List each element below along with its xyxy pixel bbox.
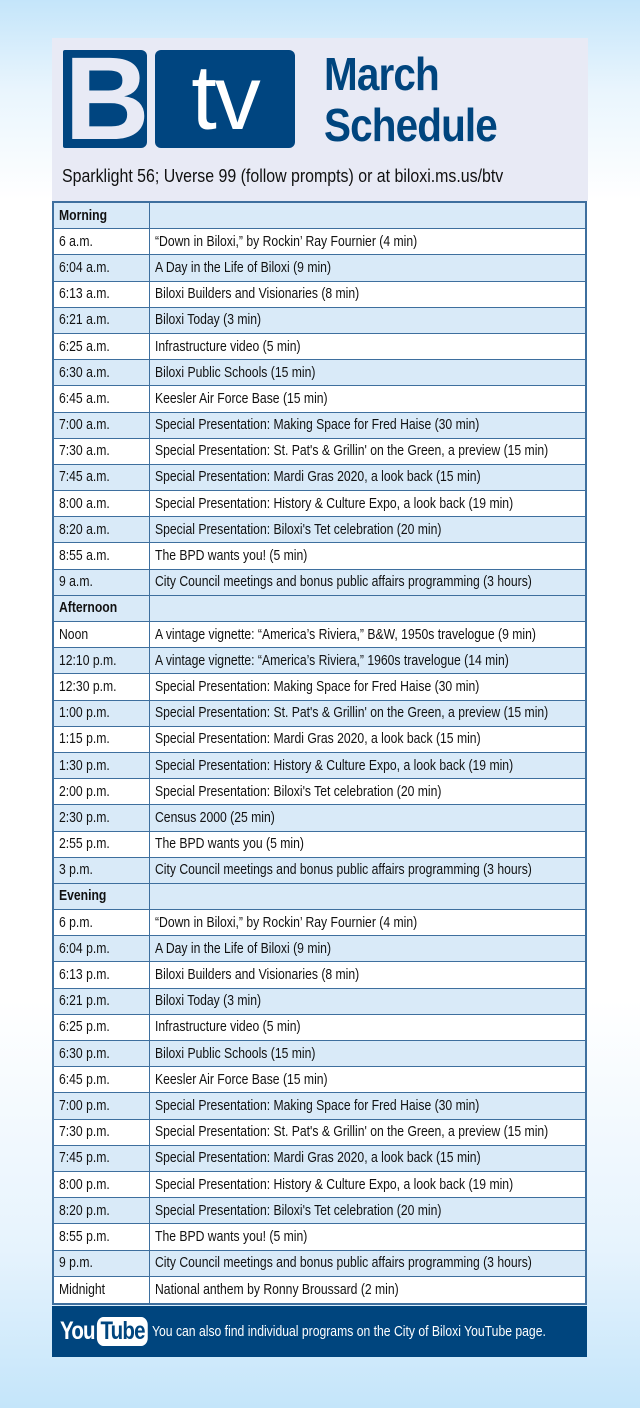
time-text: 6:04 p.m. xyxy=(59,940,110,957)
schedule-row xyxy=(54,1041,585,1067)
schedule-row xyxy=(54,465,585,491)
youtube-footer xyxy=(52,1306,587,1357)
schedule-row xyxy=(54,308,585,334)
program-text: Special Presentation: St. Pat's & Grillin' on the Green, a preview (15 min) xyxy=(155,1124,549,1141)
time-text: 1:00 p.m. xyxy=(59,705,110,722)
time-text: 3 p.m. xyxy=(59,862,93,879)
time-cell xyxy=(54,491,150,516)
program-text: Infrastructure video (5 min) xyxy=(155,338,301,355)
time-text: 8:20 p.m. xyxy=(59,1202,110,1219)
time-cell xyxy=(54,308,150,333)
program-cell xyxy=(150,465,585,490)
program-cell xyxy=(150,203,585,228)
program-cell xyxy=(150,1041,585,1066)
program-text: A Day in the Life of Biloxi (9 min) xyxy=(155,259,332,276)
time-text: Midnight xyxy=(59,1281,106,1298)
time-text: 6:04 a.m. xyxy=(59,259,110,276)
time-cell xyxy=(54,1067,150,1092)
schedule-row xyxy=(54,1015,585,1041)
program-text: City Council meetings and bonus public affairs programming (3 hours) xyxy=(155,862,532,879)
program-text: Biloxi Today (3 min) xyxy=(155,312,262,329)
program-cell xyxy=(150,648,585,673)
time-cell xyxy=(54,1041,150,1066)
program-text: Special Presentation: Making Space for Fred Haise (30 min) xyxy=(155,417,480,434)
time-text: 2:55 p.m. xyxy=(59,836,110,853)
program-text: Keesler Air Force Base (15 min) xyxy=(155,390,328,407)
program-cell xyxy=(150,989,585,1014)
time-cell xyxy=(54,832,150,857)
time-text: 7:30 a.m. xyxy=(59,443,110,460)
time-text: 6:45 p.m. xyxy=(59,1071,110,1088)
program-cell xyxy=(150,701,585,726)
time-text: Evening xyxy=(59,888,107,905)
program-cell xyxy=(150,543,585,568)
schedule-row xyxy=(54,1093,585,1119)
schedule-row xyxy=(54,701,585,727)
time-cell xyxy=(54,1015,150,1040)
time-text: 6:13 p.m. xyxy=(59,967,110,984)
time-cell xyxy=(54,989,150,1014)
program-cell xyxy=(150,308,585,333)
time-text: 1:30 p.m. xyxy=(59,757,110,774)
time-text: 6 a.m. xyxy=(59,233,93,250)
time-cell xyxy=(54,439,150,464)
schedule-row xyxy=(54,805,585,831)
program-cell xyxy=(150,1093,585,1118)
program-text: The BPD wants you! (5 min) xyxy=(155,1228,308,1245)
schedule-row xyxy=(54,674,585,700)
program-cell xyxy=(150,910,585,935)
schedule-row xyxy=(54,334,585,360)
youtube-logo-icon[interactable] xyxy=(60,1317,148,1347)
program-text: City Council meetings and bonus public affairs programming (3 hours) xyxy=(155,574,532,591)
program-text: Special Presentation: St. Pat's & Grillin' on the Green, a preview (15 min) xyxy=(155,443,549,460)
program-cell xyxy=(150,1224,585,1249)
program-text: Biloxi Public Schools (15 min) xyxy=(155,364,316,381)
program-cell xyxy=(150,936,585,961)
youtube-logo-tube: Tube xyxy=(97,1317,148,1346)
program-text: Keesler Air Force Base (15 min) xyxy=(155,1071,328,1088)
program-cell xyxy=(150,255,585,280)
program-text: Special Presentation: History & Culture Expo, a look back (19 min) xyxy=(155,495,514,512)
section-label xyxy=(54,884,150,909)
schedule-row xyxy=(54,936,585,962)
program-cell xyxy=(150,858,585,883)
program-text: The BPD wants you! (5 min) xyxy=(155,548,308,565)
schedule-row xyxy=(54,413,585,439)
section-label xyxy=(54,203,150,228)
time-cell xyxy=(54,962,150,987)
schedule-row xyxy=(54,962,585,988)
time-cell xyxy=(54,229,150,254)
program-text: A vintage vignette: “America’s Riviera,” B&W, 1950s travelogue (9 min) xyxy=(155,626,536,643)
program-cell xyxy=(150,1015,585,1040)
time-cell xyxy=(54,1093,150,1118)
schedule-row xyxy=(54,491,585,517)
program-cell xyxy=(150,334,585,359)
time-cell xyxy=(54,1146,150,1171)
program-text: City Council meetings and bonus public affairs programming (3 hours) xyxy=(155,1255,532,1272)
time-cell xyxy=(54,1198,150,1223)
time-cell xyxy=(54,360,150,385)
time-text: 7:30 p.m. xyxy=(59,1124,110,1141)
schedule-row xyxy=(54,910,585,936)
program-cell xyxy=(150,1172,585,1197)
time-text: Morning xyxy=(59,207,108,224)
schedule-row xyxy=(54,648,585,674)
time-text: 2:00 p.m. xyxy=(59,783,110,800)
program-text: Special Presentation: History & Culture Expo, a look back (19 min) xyxy=(155,757,514,774)
time-cell xyxy=(54,753,150,778)
program-text: Special Presentation: Biloxi's Tet celebration (20 min) xyxy=(155,521,442,538)
schedule-row xyxy=(54,229,585,255)
time-cell xyxy=(54,727,150,752)
schedule-row xyxy=(54,282,585,308)
schedule-row xyxy=(54,1251,585,1277)
program-cell xyxy=(150,674,585,699)
schedule-row xyxy=(54,1224,585,1250)
program-cell xyxy=(150,491,585,516)
time-cell xyxy=(54,1120,150,1145)
section-label xyxy=(54,596,150,621)
time-text: 12:10 p.m. xyxy=(59,652,117,669)
page-title-month: March xyxy=(324,48,439,100)
schedule-row xyxy=(54,1146,585,1172)
program-cell xyxy=(150,360,585,385)
program-cell xyxy=(150,832,585,857)
time-cell xyxy=(54,1172,150,1197)
time-text: 6:30 p.m. xyxy=(59,1045,110,1062)
time-cell xyxy=(54,1277,150,1303)
program-cell xyxy=(150,884,585,909)
program-cell xyxy=(150,229,585,254)
schedule-row xyxy=(54,570,585,596)
time-cell xyxy=(54,858,150,883)
section-header-row xyxy=(54,596,585,622)
schedule-header xyxy=(52,38,588,201)
schedule-row xyxy=(54,439,585,465)
program-text: Special Presentation: Mardi Gras 2020, a look back (15 min) xyxy=(155,731,481,748)
program-cell xyxy=(150,1120,585,1145)
time-cell xyxy=(54,805,150,830)
program-text: A Day in the Life of Biloxi (9 min) xyxy=(155,940,332,957)
program-cell xyxy=(150,1146,585,1171)
program-text: Special Presentation: Biloxi's Tet celebration (20 min) xyxy=(155,783,442,800)
time-cell xyxy=(54,570,150,595)
page-title-schedule: Schedule xyxy=(324,99,497,151)
program-text: National anthem by Ronny Broussard (2 min) xyxy=(155,1281,399,1298)
program-text: Special Presentation: Mardi Gras 2020, a look back (15 min) xyxy=(155,1150,481,1167)
time-text: 9 p.m. xyxy=(59,1255,93,1272)
youtube-logo-you: You xyxy=(60,1317,95,1345)
time-text: 7:00 p.m. xyxy=(59,1097,110,1114)
time-cell xyxy=(54,543,150,568)
program-text: Special Presentation: History & Culture Expo, a look back (19 min) xyxy=(155,1176,514,1193)
youtube-info-text: You can also find individual programs on the City of Biloxi YouTube page. xyxy=(152,1323,546,1340)
time-text: 6:30 a.m. xyxy=(59,364,110,381)
program-cell xyxy=(150,596,585,621)
schedule-row xyxy=(54,1120,585,1146)
btv-logo-tv: tv xyxy=(155,50,295,148)
schedule-row xyxy=(54,1067,585,1093)
time-cell xyxy=(54,255,150,280)
schedule-row xyxy=(54,543,585,569)
time-cell xyxy=(54,334,150,359)
program-text: Infrastructure video (5 min) xyxy=(155,1019,301,1036)
program-text: Biloxi Builders and Visionaries (8 min) xyxy=(155,286,360,303)
program-cell xyxy=(150,1067,585,1092)
time-text: 6:13 a.m. xyxy=(59,286,110,303)
section-header-row xyxy=(54,203,585,229)
program-cell xyxy=(150,439,585,464)
time-text: 6:21 p.m. xyxy=(59,993,110,1010)
program-cell xyxy=(150,622,585,647)
section-header-row xyxy=(54,884,585,910)
time-cell xyxy=(54,910,150,935)
program-cell xyxy=(150,517,585,542)
time-text: 8:00 p.m. xyxy=(59,1176,110,1193)
schedule-row xyxy=(54,727,585,753)
schedule-row xyxy=(54,360,585,386)
program-text: Special Presentation: Mardi Gras 2020, a look back (15 min) xyxy=(155,469,481,486)
schedule-row xyxy=(54,517,585,543)
schedule-row xyxy=(54,386,585,412)
time-text: Noon xyxy=(59,626,89,643)
program-cell xyxy=(150,753,585,778)
program-cell xyxy=(150,570,585,595)
channel-info: Sparklight 56; Uverse 99 (follow prompts) or at biloxi.ms.us/btv xyxy=(62,165,504,186)
time-text: 8:00 a.m. xyxy=(59,495,110,512)
time-text: 6:25 p.m. xyxy=(59,1019,110,1036)
time-cell xyxy=(54,465,150,490)
schedule-row xyxy=(54,255,585,281)
time-text: 7:45 a.m. xyxy=(59,469,110,486)
schedule-table xyxy=(52,201,587,1305)
schedule-row xyxy=(54,832,585,858)
time-text: 8:55 p.m. xyxy=(59,1228,110,1245)
program-text: A vintage vignette: “America’s Riviera,” 1960s travelogue (14 min) xyxy=(155,652,509,669)
program-text: Biloxi Public Schools (15 min) xyxy=(155,1045,316,1062)
program-cell xyxy=(150,282,585,307)
time-text: 7:45 p.m. xyxy=(59,1150,110,1167)
time-text: 7:00 a.m. xyxy=(59,417,110,434)
program-text: The BPD wants you (5 min) xyxy=(155,836,304,853)
program-cell xyxy=(150,805,585,830)
time-text: 2:30 p.m. xyxy=(59,809,110,826)
program-cell xyxy=(150,1251,585,1276)
program-text: Biloxi Today (3 min) xyxy=(155,993,262,1010)
program-cell xyxy=(150,727,585,752)
time-cell xyxy=(54,1224,150,1249)
program-cell xyxy=(150,1277,585,1303)
time-cell xyxy=(54,282,150,307)
time-text: 12:30 p.m. xyxy=(59,678,117,695)
schedule-row xyxy=(54,858,585,884)
program-text: Special Presentation: Making Space for Fred Haise (30 min) xyxy=(155,678,480,695)
time-cell xyxy=(54,648,150,673)
time-cell xyxy=(54,701,150,726)
time-cell xyxy=(54,517,150,542)
time-cell xyxy=(54,674,150,699)
time-text: 1:15 p.m. xyxy=(59,731,110,748)
time-text: 9 a.m. xyxy=(59,574,93,591)
program-cell xyxy=(150,962,585,987)
schedule-row xyxy=(54,779,585,805)
program-text: Special Presentation: Biloxi's Tet celebration (20 min) xyxy=(155,1202,442,1219)
program-cell xyxy=(150,386,585,411)
program-text: Census 2000 (25 min) xyxy=(155,809,275,826)
schedule-row xyxy=(54,622,585,648)
time-cell xyxy=(54,779,150,804)
schedule-row xyxy=(54,989,585,1015)
program-cell xyxy=(150,1198,585,1223)
time-cell xyxy=(54,1251,150,1276)
time-text: 6:21 a.m. xyxy=(59,312,110,329)
schedule-row xyxy=(54,1277,585,1303)
schedule-row xyxy=(54,1172,585,1198)
program-text: Special Presentation: St. Pat's & Grillin' on the Green, a preview (15 min) xyxy=(155,705,549,722)
time-cell xyxy=(54,622,150,647)
time-text: 6 p.m. xyxy=(59,914,93,931)
program-text: Biloxi Builders and Visionaries (8 min) xyxy=(155,967,360,984)
schedule-row xyxy=(54,753,585,779)
time-text: 8:55 a.m. xyxy=(59,548,110,565)
schedule-row xyxy=(54,1198,585,1224)
program-cell xyxy=(150,779,585,804)
time-cell xyxy=(54,413,150,438)
program-cell xyxy=(150,413,585,438)
time-cell xyxy=(54,936,150,961)
btv-logo-b: B xyxy=(64,50,146,148)
time-cell xyxy=(54,386,150,411)
time-text: Afternoon xyxy=(59,600,118,617)
program-text: “Down in Biloxi,” by Rockin’ Ray Fournier (4 min) xyxy=(155,914,418,931)
program-text: Special Presentation: Making Space for Fred Haise (30 min) xyxy=(155,1097,480,1114)
time-text: 6:25 a.m. xyxy=(59,338,110,355)
time-text: 6:45 a.m. xyxy=(59,390,110,407)
time-text: 8:20 a.m. xyxy=(59,521,110,538)
program-text: “Down in Biloxi,” by Rockin’ Ray Fournier (4 min) xyxy=(155,233,418,250)
